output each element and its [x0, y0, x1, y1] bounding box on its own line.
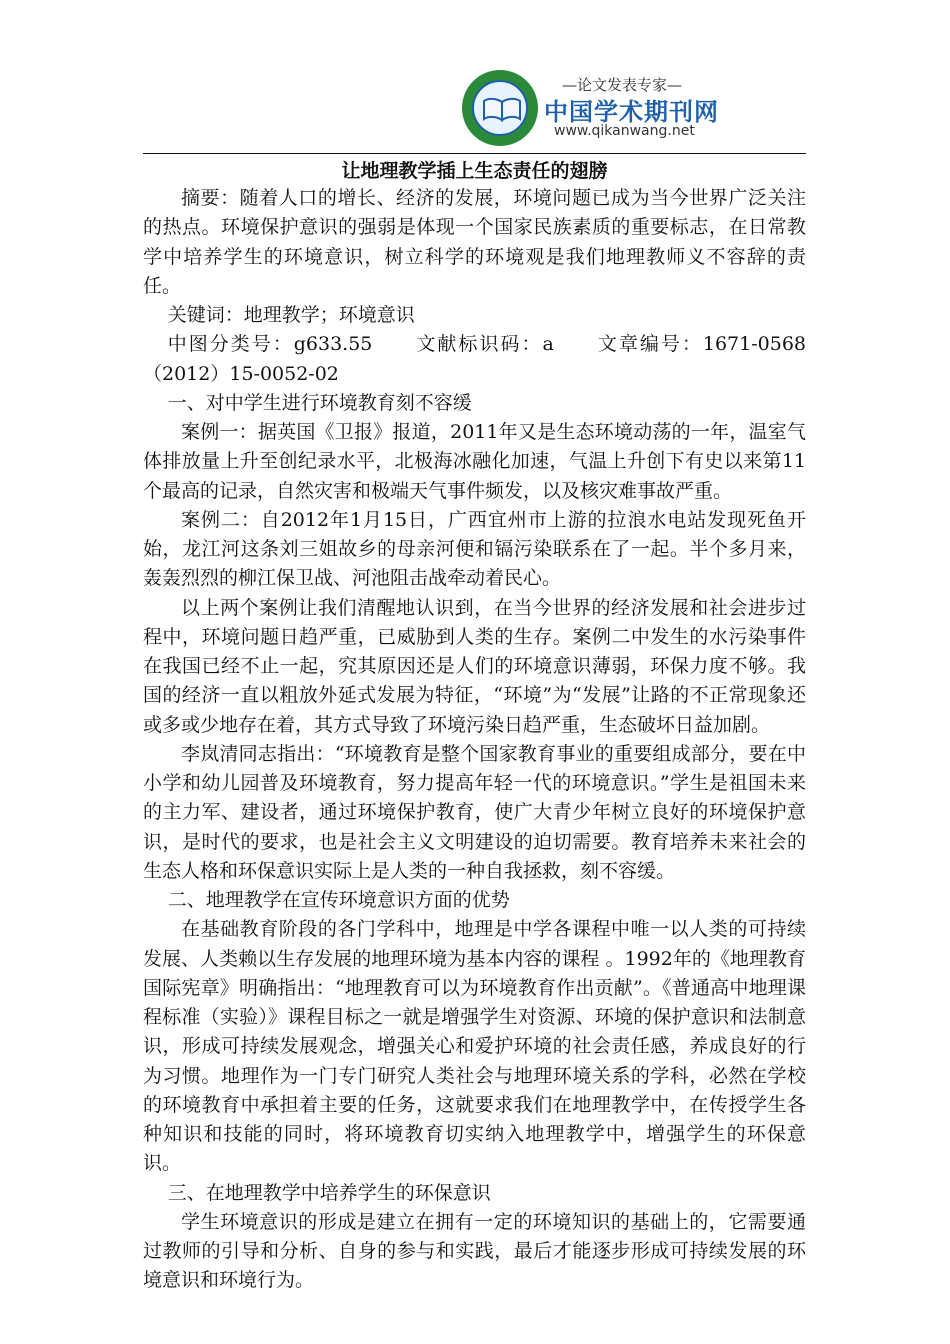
- open-book-icon: [482, 96, 522, 122]
- logo-emblem: [462, 70, 538, 146]
- logo-site-name: 中国学术期刊网: [544, 98, 719, 126]
- advantage-paragraph: 在基础教育阶段的各门学科中，地理是中学各课程中唯一以人类的可持续发展、人类赖以生存发展的地理环境为基本内容的课程 。1992年的《地理教育国际宪章》明确指出：“地理教育可以为环境教育作出贡献”。《普通高中地理课程标准（实验）》课程目标之一就是增强学生对资源、环境的保护意识和法制意识，形成可持续发展观念，增强关心和爱护环境的社会责任感，养成良好的行为习惯。地理作为一门专门研究人类社会与地理环境关系的学科，必然在学校的环境教育中承担着主要的任务，这就要求我们在地理教学中，在传授学生各种知识和技能的同时，将环境教育切实纳入地理教学中，增强学生的环保意识。: [143, 918, 806, 1175]
- classification-line: 中图分类号：g633.55 文献标识码：a 文章编号：1671-0568（2012）15-0052-02: [143, 333, 806, 385]
- logo-url[interactable]: www.qikanwang.net: [554, 123, 695, 139]
- journal-logo[interactable]: [462, 70, 719, 150]
- logo-slogan: —论文发表专家—: [561, 76, 682, 94]
- article-title: 让地理教学插上生态责任的翅膀: [341, 160, 608, 182]
- case-one-paragraph: 案例一：据英国《卫报》报道，2011年又是生态环境动荡的一年，温室气体排放量上升至创纪录水平，北极海冰融化加速，气温上升创下有史以来第11个最高的记录，自然灾害和极端天气事件频发，以及核灾难事故严重。: [143, 421, 806, 502]
- keywords-line: 关键词：地理教学；环境意识: [167, 304, 415, 326]
- quote-paragraph: 李岚清同志指出：“环境教育是整个国家教育事业的重要组成部分，要在中小学和幼儿园普及环境教育，努力提高年轻一代的环境意识。”学生是祖国未来的主力军、建设者，通过环境保护教育，使广大青少年树立良好的环境保护意识，是时代的要求，也是社会主义文明建设的迫切需要。教育培养未来社会的生态人格和环保意识实际上是人类的一种自我拯救，刻不容缓。: [143, 742, 806, 882]
- analysis-paragraph: 以上两个案例让我们清醒地认识到，在当今世界的经济发展和社会进步过程中，环境问题日趋严重，已威胁到人类的生存。案例二中发生的水污染事件在我国已经不止一起，究其原因还是人们的环境意识薄弱，环保力度不够。我国的经济一直以粗放外延式发展为特征，“环境”为“发展”让路的不正常现象还或多或少地存在着，其方式导致了环境污染日趋严重，生态破坏日益加剧。: [143, 596, 806, 736]
- abstract-paragraph: 摘要：随着人口的增长、经济的发展，环境问题已成为当今世界广泛关注的热点。环境保护意识的强弱是体现一个国家民族素质的重要标志，在日常教学中培养学生的环境意识，树立科学的环境观是我们地理教师义不容辞的责任。: [143, 187, 806, 297]
- header-divider: [143, 153, 806, 154]
- section-heading-3: 三、在地理教学中培养学生的环保意识: [167, 1181, 491, 1204]
- article-body: [143, 184, 806, 1296]
- section-heading-1: 一、对中学生进行环境教育刻不容缓: [167, 391, 472, 414]
- case-two-paragraph: 案例二：自2012年1月15日，广西宜州市上游的拉浪水电站发现死鱼开始，龙江河这条刘三姐故乡的母亲河便和镉污染联系在了一起。半个多月来，轰轰烈烈的柳江保卫战、河池阻击战牵动着民心。: [143, 508, 806, 590]
- final-paragraph: 学生环境意识的形成是建立在拥有一定的环境知识的基础上的，它需要通过教师的引导和分析、自身的参与和实践，最后才能逐步形成可持续发展的环境意识和环境行为。: [143, 1210, 806, 1292]
- section-heading-2: 二、地理教学在宣传环境意识方面的优势: [167, 889, 510, 911]
